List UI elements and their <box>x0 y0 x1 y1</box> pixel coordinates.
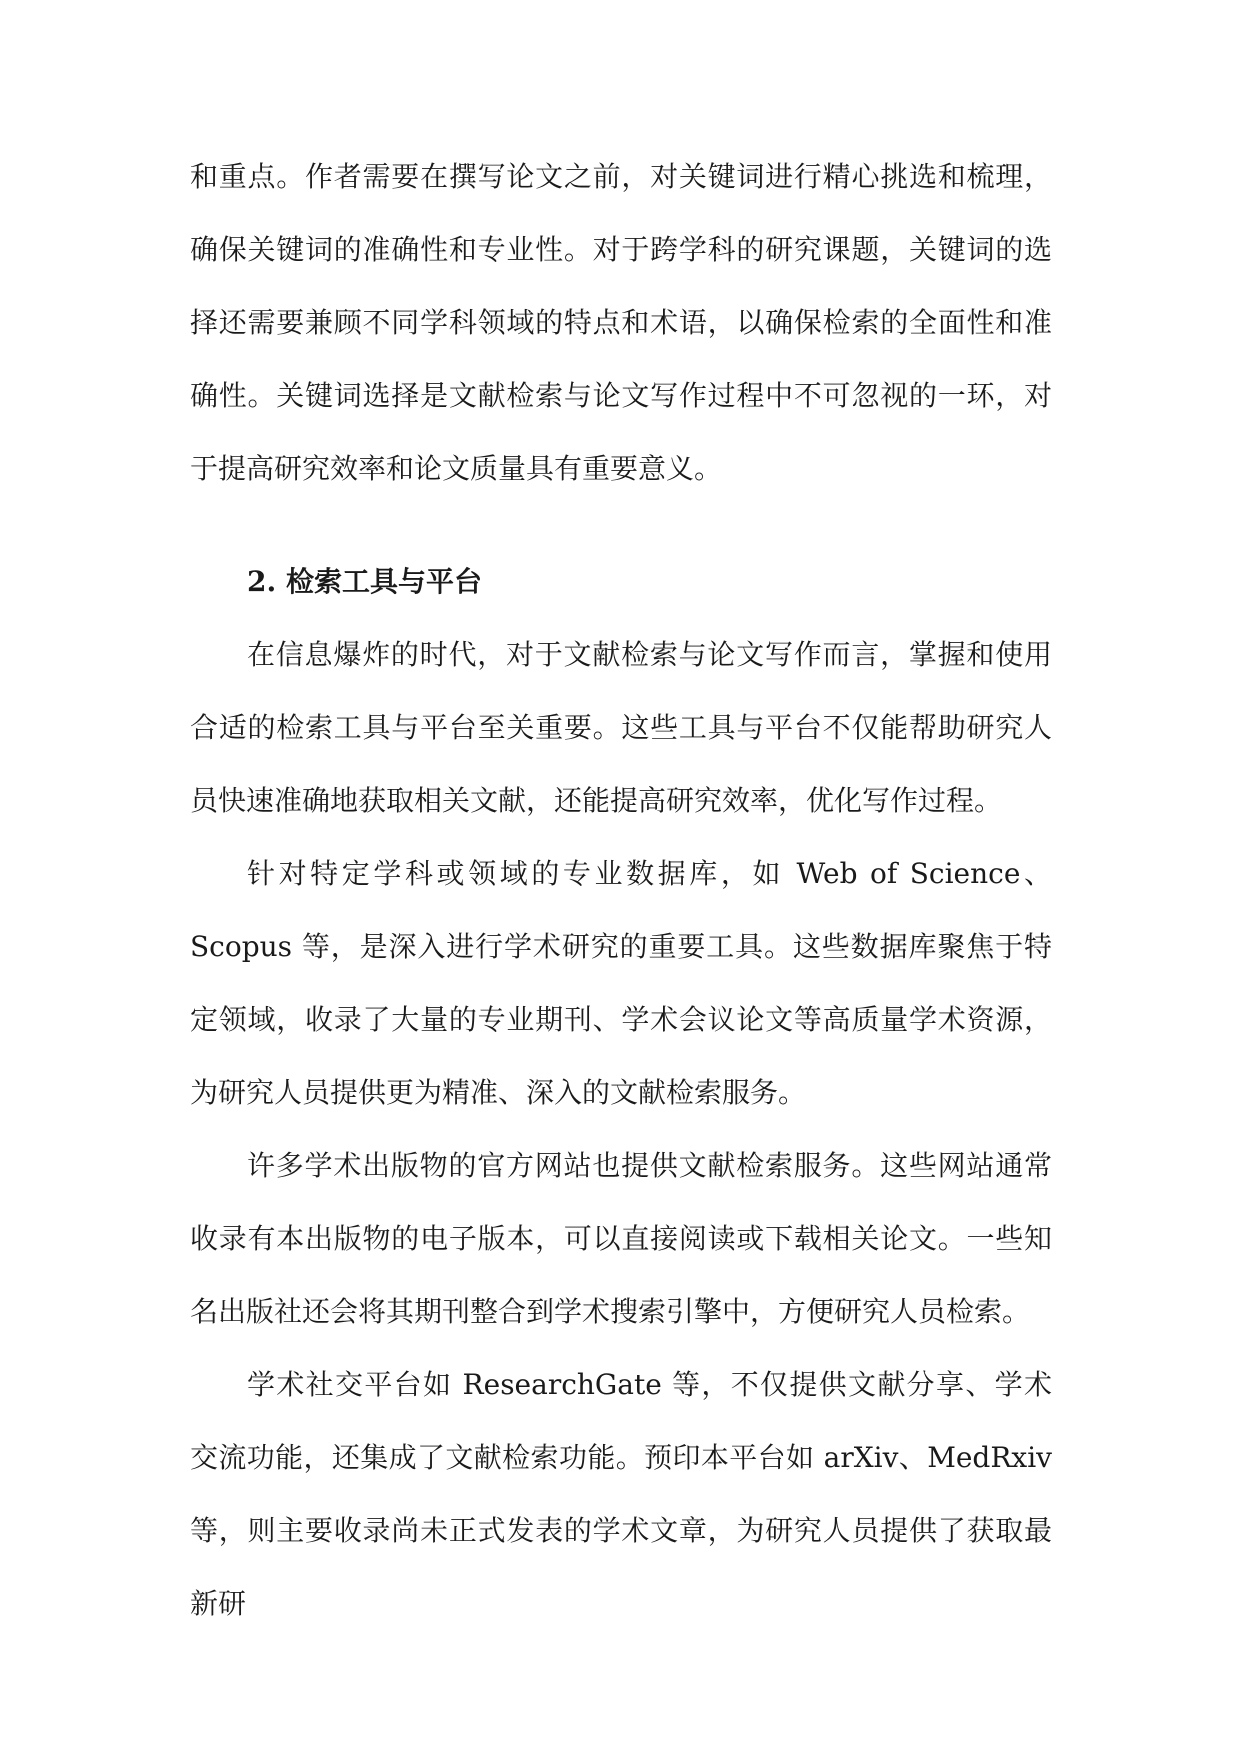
section-heading: 2. 检索工具与平台 <box>247 565 482 598</box>
paragraph-databases: 针对特定学科或领域的专业数据库，如 Web of Science、Scopus 等，是深入进行学术研究的重要工具。这些数据库聚焦于特定领域，收录了大量的专业期刊、学术会议论文等高质量学术资源，为研究人员提供更为精准、深入的文献检索服务。 <box>190 857 1052 1109</box>
paragraph-intro: 在信息爆炸的时代，对于文献检索与论文写作而言，掌握和使用合适的检索工具与平台至关重要。这些工具与平台不仅能帮助研究人员快速准确地获取相关文献，还能提高研究效率，优化写作过程。 <box>190 638 1052 817</box>
page-content <box>190 140 1052 1640</box>
paragraph-continued: 和重点。作者需要在撰写论文之前，对关键词进行精心挑选和梳理，确保关键词的准确性和专业性。对于跨学科的研究课题，关键词的选择还需要兼顾不同学科领域的特点和术语，以确保检索的全面性和准确性。关键词选择是文献检索与论文写作过程中不可忽视的一环，对于提高研究效率和论文质量具有重要意义。 <box>190 160 1052 485</box>
paragraph-social-platforms: 学术社交平台如 ResearchGate 等，不仅提供文献分享、学术交流功能，还集成了文献检索功能。预印本平台如 arXiv、MedRxiv 等，则主要收录尚未正式发表的学术文章，为研究人员提供了获取最新研 <box>190 1368 1052 1620</box>
paragraph-publisher-sites: 许多学术出版物的官方网站也提供文献检索服务。这些网站通常收录有本出版物的电子版本，可以直接阅读或下载相关论文。一些知名出版社还会将其期刊整合到学术搜索引擎中，方便研究人员检索。 <box>190 1149 1052 1328</box>
